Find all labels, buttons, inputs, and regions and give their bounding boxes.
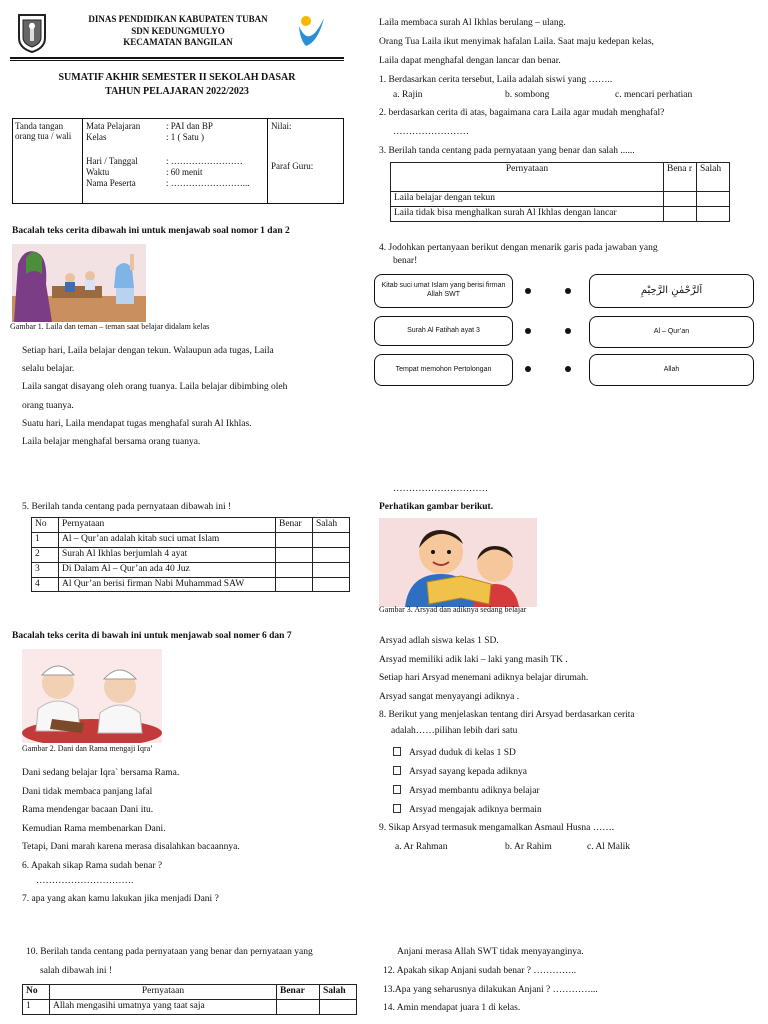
header-rule (10, 57, 344, 61)
checkbox-true[interactable] (277, 999, 320, 1014)
option-row[interactable] (393, 801, 542, 820)
checkbox-false[interactable] (697, 206, 730, 221)
story-3-line: Arsyad sangat menyayangi adiknya . (379, 691, 520, 702)
illustration-reading-iqra (22, 649, 162, 743)
table-header-row (32, 518, 350, 533)
question-8-line-1: 8. Berikut yang menjelaskan tentang diri Arsyad berdasarkan cerita (379, 710, 635, 720)
header-line-3: KECAMATAN BANGILAN (123, 37, 233, 48)
question-12: 12. Apakah sikap Anjani sudah benar ? ………….. (383, 966, 577, 976)
match-dot-right-3[interactable] (565, 366, 571, 372)
header-line-2: SDN KEDUNGMULYO (131, 25, 225, 36)
question-7: 7. apa yang akan kamu lakukan jika menjadi Dani ? (22, 894, 219, 904)
story-1-line: Setiap hari, Laila belajar dengan tekun. Walaupun ada tugas, Laila (22, 346, 274, 356)
table-row (32, 532, 350, 547)
row-no: 4 (32, 577, 59, 592)
match-left-2[interactable]: Surah Al Fatihah ayat 3 (374, 316, 513, 346)
row-statement: Laila belajar dengan tekun (391, 192, 664, 207)
instruction-2: Bacalah teks cerita di bawah ini untuk menjawab soal nomer 6 dan 7 (12, 631, 292, 641)
match-left-3[interactable]: Tempat memohon Pertolongan (374, 354, 513, 386)
row-statement: Di Dalam Al – Qur’an ada 40 Juz (59, 562, 276, 577)
match-dot-left-1[interactable] (525, 288, 531, 294)
row-statement: Laila tidak bisa menghalkan surah Al Ikhlas dengan lancar (391, 206, 664, 221)
score-label: Nilai: (271, 121, 292, 131)
question-3: 3. Berilah tanda centang pada pernyataan yang benar dan salah ...... (379, 146, 635, 156)
option-row[interactable] (393, 744, 542, 763)
col-statement: Pernyataan (50, 985, 277, 1000)
option-label: Arsyad mengajak adiknya bermain (409, 805, 542, 815)
match-left-1[interactable]: Kitab suci umat Islam yang berisi firman Allah SWT (374, 274, 513, 308)
label-name: Nama Peserta (86, 178, 136, 188)
parent-signature-label: Tanda tangan orang tua / wali (15, 121, 72, 142)
question-1: 1. Berdasarkan cerita tersebut, Laila adalah siswi yang …….. (379, 75, 613, 85)
story-1-line: Suatu hari, Laila mendapat tugas menghafal surah Al Ikhlas. (22, 418, 252, 429)
header-line-1: DINAS PENDIDIKAN KABUPATEN TUBAN (88, 14, 268, 24)
intro-line: Laila dapat menghafal dengan lancar dan benar. (379, 56, 561, 66)
col-true: Benar (276, 518, 313, 533)
table-q3 (390, 162, 730, 222)
value-time: : 60 menit (166, 166, 203, 177)
col-false: Salah (313, 518, 350, 533)
question-14: 14. Amin mendapat juara 1 di kelas. (383, 1003, 521, 1013)
option-label: Arsyad sayang kepada adiknya (409, 767, 527, 777)
label-date: Hari / Tanggal (86, 155, 138, 166)
table-header-row (23, 985, 357, 1000)
exam-title-2: TAHUN PELAJARAN 2022/2023 (105, 85, 249, 97)
story-3-line: Arsyad adlah siswa kelas 1 SD. (379, 636, 499, 646)
checkbox-true[interactable] (664, 192, 697, 207)
question-1-options (393, 90, 733, 102)
illustration-classroom (12, 244, 146, 322)
checkbox-false[interactable] (313, 532, 350, 547)
option-b[interactable]: b. Ar Rahim (505, 842, 552, 852)
option-row[interactable] (393, 763, 542, 782)
story-2-line: Dani tidak membaca panjang lafal (22, 786, 153, 797)
school-logo (16, 12, 48, 54)
option-c[interactable]: c. Al Malik (587, 842, 631, 852)
checkbox-true[interactable] (276, 562, 313, 577)
story-2-line: Kemudian Rama membenarkan Dani. (22, 823, 166, 834)
question-8-line-2: adalah……pilihan lebih dari satu (391, 726, 518, 736)
story-1-line: selalu belajar. (22, 364, 75, 375)
option-c[interactable]: c. mencari perhatian (615, 90, 693, 100)
question-6: 6. Apakah sikap Rama sudah benar ? (22, 860, 163, 871)
col-statement: Pernyataan (391, 163, 664, 192)
col-true: Bena r (664, 163, 697, 192)
caption-3: Gambar 3. Arsyad dan adiknya sedang belajar (379, 605, 527, 614)
option-label: Arsyad membantu adiknya belajar (409, 786, 540, 796)
question-5: 5. Berilah tanda centang pada pernyataan dibawah ini ! (22, 502, 232, 512)
question-4-line-1: 4. Jodohkan pertanyaan berikut dengan menarik garis pada jawaban yang (379, 243, 658, 253)
col-false: Salah (320, 985, 357, 1000)
option-row[interactable] (393, 782, 542, 801)
checkbox-false[interactable] (313, 577, 350, 592)
story-2 (22, 764, 240, 875)
checkbox-false[interactable] (697, 192, 730, 207)
story-1-line: Laila belajar menghafal bersama orang tuanya. (22, 437, 201, 448)
school-header (60, 14, 296, 49)
story-3-line: Arsyad memiliki adik laki – laki yang masih TK . (379, 654, 568, 665)
caption-2: Gambar 2. Dani dan Rama mengaji Iqra’ (22, 744, 153, 753)
row-no: 1 (32, 532, 59, 547)
table-q5 (31, 517, 350, 592)
table-q10 (22, 984, 357, 1015)
col-statement: Pernyataan (59, 518, 276, 533)
tutwuri-logo (294, 12, 330, 52)
table-row (391, 206, 730, 221)
answer-blank-6[interactable]: …………………………. (36, 876, 134, 886)
table-row (32, 562, 350, 577)
option-b[interactable]: b. sombong (505, 90, 550, 100)
intro-line: Laila membaca surah Al Ikhlas berulang – ulang. (379, 18, 566, 28)
question-13: 13.Apa yang seharusnya dilakukan Anjani ? …………... (383, 985, 598, 995)
checkbox-false[interactable] (313, 547, 350, 562)
col-no: No (32, 518, 59, 533)
match-dot-right-1[interactable] (565, 288, 571, 294)
teacher-signature-label: Paraf Guru: (271, 161, 314, 171)
match-dot-right-2[interactable] (565, 328, 571, 334)
exam-details (86, 121, 266, 189)
value-date: : …………………… (166, 155, 243, 166)
checkbox-false[interactable] (320, 999, 357, 1014)
checkbox-true[interactable] (276, 547, 313, 562)
checkbox-icon[interactable] (393, 747, 401, 756)
story-2-line: Dani sedang belajar Iqra` bersama Rama. (22, 768, 180, 778)
col-no: No (23, 985, 50, 1000)
info-box (12, 118, 344, 204)
table-row (391, 192, 730, 207)
row-statement: Allah mengasihi umatnya yang taat saja (50, 999, 277, 1014)
question-9: 9. Sikap Arsyad termasuk mengamalkan Asmaul Husna ……. (379, 823, 615, 833)
story-3-line: Setiap hari Arsyad menemani adiknya belajar dirumah. (379, 673, 589, 683)
checkbox-icon[interactable] (393, 804, 401, 813)
label-class: Kelas (86, 132, 107, 143)
col-true: Benar (277, 985, 320, 1000)
question-8-options (393, 744, 542, 820)
caption-1: Gambar 1. Laila dan teman – teman saat belajar didalam kelas (10, 322, 210, 331)
match-right-2[interactable]: Al – Qur’an (589, 316, 754, 348)
story-1-continued (379, 14, 654, 90)
question-4-line-2: benar! (393, 256, 418, 266)
instruction-3: Perhatikan gambar berikut. (379, 502, 494, 512)
checkbox-icon[interactable] (393, 766, 401, 775)
crest-icon (16, 12, 48, 54)
match-dot-left-2[interactable] (525, 328, 531, 334)
story-1-line: orang tuanya. (22, 400, 74, 411)
table-header-row (391, 163, 730, 192)
row-no: 3 (32, 562, 59, 577)
option-label: Arsyad duduk di kelas 1 SD (409, 748, 516, 758)
value-class: : 1 ( Satu ) (166, 132, 204, 143)
col-false: Salah (697, 163, 730, 192)
illustration-siblings-studying (379, 518, 537, 607)
row-statement: Al Qur’an berisi firman Nabi Muhammad SAW (59, 577, 276, 592)
match-right-3[interactable]: Allah (589, 354, 754, 386)
question-9-options (395, 842, 715, 854)
value-name: : ……………………... (166, 178, 250, 188)
checkbox-icon[interactable] (393, 785, 401, 794)
table-row (32, 577, 350, 592)
answer-blank-2[interactable]: …………………… (393, 127, 469, 137)
row-statement: Al – Qur’an adalah kitab suci umat Islam (59, 532, 276, 547)
row-no: 2 (32, 547, 59, 562)
story-2-line: Rama mendengar bacaan Dani itu. (22, 805, 154, 815)
table-row (23, 999, 357, 1014)
value-subject: : PAI dan BP (166, 121, 213, 131)
label-time: Waktu (86, 166, 110, 177)
question-10-line-2: salah dibawah ini ! (40, 966, 113, 976)
option-a[interactable]: a. Ar Rahman (395, 842, 448, 852)
story-3 (379, 632, 635, 725)
exam-title-1: SUMATIF AKHIR SEMESTER II SEKOLAH DASAR (58, 72, 296, 83)
checkbox-true[interactable] (664, 206, 697, 221)
story-1-line: Laila sangat disayang oleh orang tuanya. Laila belajar dibimbing oleh (22, 382, 288, 393)
match-dot-left-3[interactable] (525, 366, 531, 372)
exam-title (10, 71, 344, 98)
match-right-1[interactable]: اَلرَّحْمٰنِ الرَّحِيْمِ (589, 274, 754, 308)
question-2: 2. berdasarkan cerita di atas, bagaimana cara Laila agar mudah menghafal? (379, 108, 665, 118)
table-row (32, 547, 350, 562)
story-1 (22, 342, 287, 451)
row-no: 1 (23, 999, 50, 1014)
answer-blank-4[interactable]: ………………………… (393, 484, 488, 494)
checkbox-false[interactable] (313, 562, 350, 577)
tutwuri-icon (294, 12, 330, 52)
label-subject: Mata Pelajaran (86, 121, 141, 131)
row-statement: Surah Al Ikhlas berjumlah 4 ayat (59, 547, 276, 562)
intro-line: Orang Tua Laila ikut menyimak hafalan Laila. Saat maju kedepan kelas, (379, 37, 654, 47)
question-10-line-1: 10. Berilah tanda centang pada pernyataan yang benar dan pernyataan yang (26, 947, 313, 957)
checkbox-true[interactable] (276, 577, 313, 592)
checkbox-true[interactable] (276, 532, 313, 547)
story-4-line: Anjani merasa Allah SWT tidak menyayanginya. (397, 947, 584, 957)
option-a[interactable]: a. Rajin (393, 90, 423, 100)
instruction-1: Bacalah teks cerita dibawah ini untuk menjawab soal nomor 1 dan 2 (12, 226, 290, 236)
story-2-line: Tetapi, Dani marah karena merasa disalahkan bacaannya. (22, 842, 240, 852)
